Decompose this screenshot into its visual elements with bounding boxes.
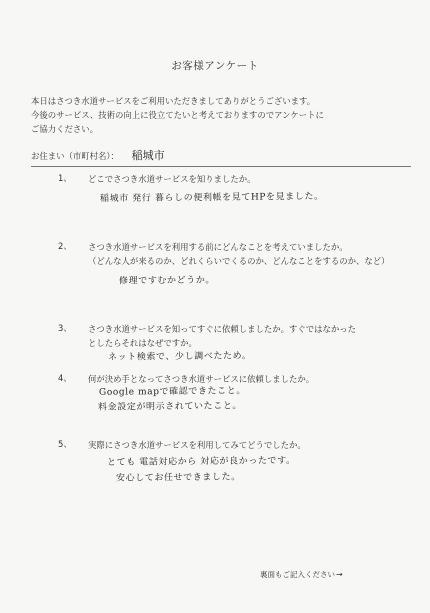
page-title: お客様アンケート — [171, 60, 259, 72]
question-number: 2、 — [58, 241, 72, 251]
footer-text: 裏面もご記入ください — [260, 570, 335, 579]
arrow-right-icon: → — [336, 570, 343, 579]
answer-4-line-2: 料金設定が明示されていたこと。 — [97, 401, 243, 413]
address-value: 稲城市 — [131, 149, 165, 162]
question-number: 4、 — [58, 373, 72, 383]
question-text: 何が決め手となってさつき水道サービスに依頼しましたか。 — [88, 374, 315, 384]
question-number: 1、 — [58, 173, 72, 183]
answer-4-line-1: Google mapで確認できたこと。 — [98, 386, 246, 398]
question-text: 実際にさつき水道サービスを利用してみてどうでしたか。 — [88, 440, 306, 450]
question-text: さつき水道サービスを利用する前にどんなことを考えていましたか。 （どんな人が来るのか、どれくらいでくるのか、どんなことをするのか、など） — [88, 242, 390, 266]
answer-5-line-1: とても 電話対応から 対応が良かったです。 — [106, 456, 296, 468]
answer-3-line-1: ネット検索で、少し調べたため。 — [107, 351, 252, 363]
answer-5-line-2: 安心してお任せできました。 — [115, 472, 241, 484]
answer-1-line-1: 稲城市 発行 暮らしの便利帳を見てHPを見ました。 — [99, 191, 324, 205]
question-text: どこでさつき水道サービスを知りましたか。 — [88, 174, 256, 184]
answer-2-line-1: 修理ですむかどうか。 — [118, 275, 216, 287]
intro-text: 本日はさつき水道サービスをご利用いただきましてありがとうございます。 今後のサービス、技術の向上に役立てたいと考えておりますのでアンケートに ご協力ください。 — [31, 96, 324, 134]
question-number: 3、 — [58, 323, 72, 333]
question-text: さつき水道サービスを知ってすぐに依頼しましたか。すぐではなかった としたらそれはなぜですか。 — [88, 324, 356, 348]
address-field — [31, 147, 411, 167]
address-label: お住まい（市町村名）： — [31, 151, 119, 161]
question-number: 5、 — [58, 439, 72, 449]
footer-note — [260, 569, 343, 580]
